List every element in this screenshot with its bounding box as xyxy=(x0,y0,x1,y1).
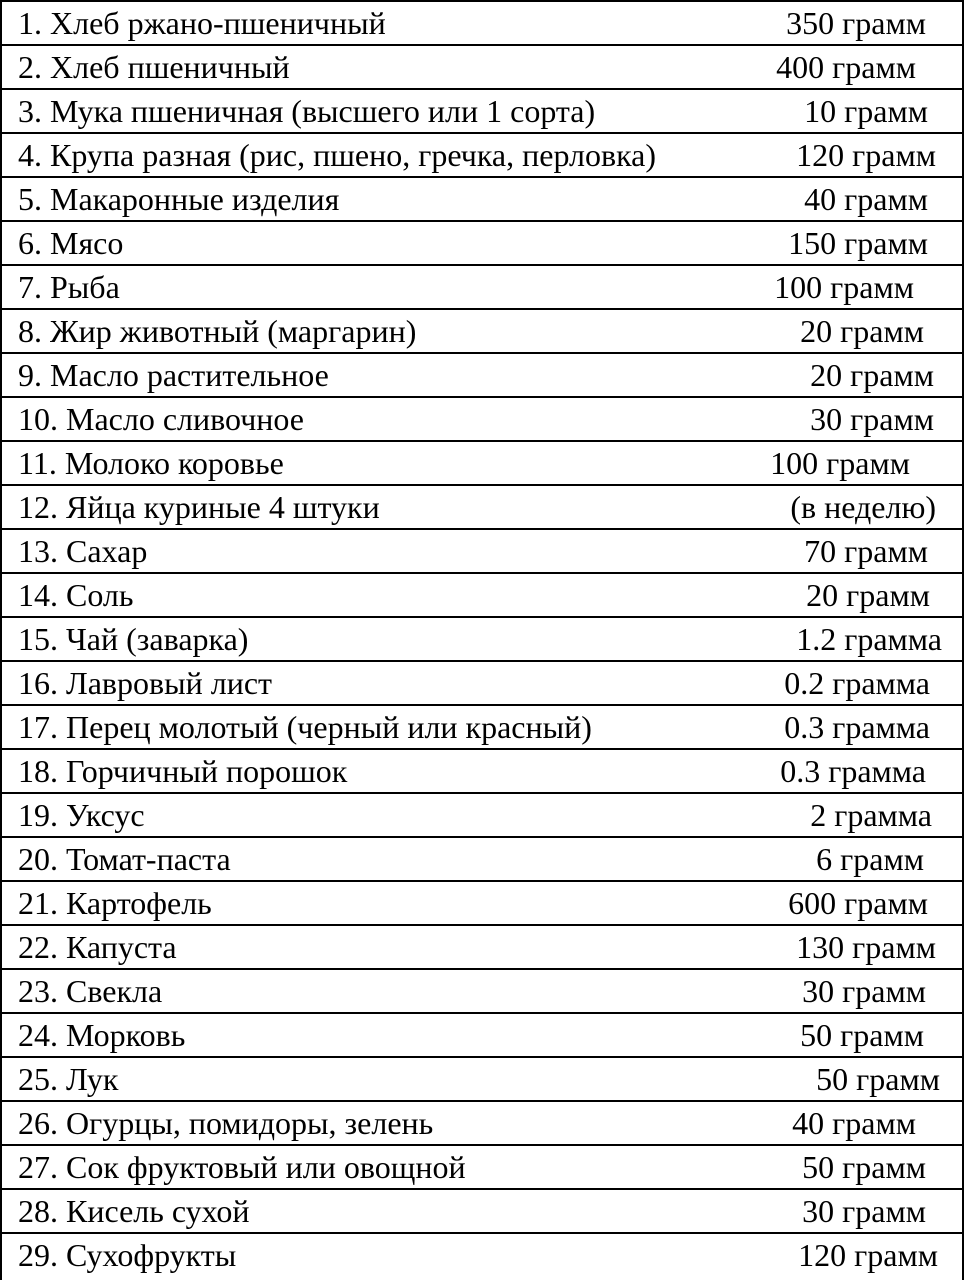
item-quantity: 130 грамм xyxy=(796,929,936,965)
item-name: 7. Рыба xyxy=(18,269,120,305)
table-row xyxy=(2,662,962,706)
table-row xyxy=(2,970,962,1014)
item-name: 11. Молоко коровье xyxy=(18,445,284,481)
item-quantity: 150 грамм xyxy=(788,225,928,261)
item-name: 24. Морковь xyxy=(18,1017,186,1053)
item-name: 4. Крупа разная (рис, пшено, гречка, перловка) xyxy=(18,137,657,173)
item-quantity: 2 грамма xyxy=(810,797,932,833)
table-row xyxy=(2,2,962,46)
item-name: 9. Масло растительное xyxy=(18,357,329,393)
item-quantity: 1.2 грамма xyxy=(796,621,942,657)
item-quantity: 70 грамм xyxy=(804,533,928,569)
table-row xyxy=(2,574,962,618)
item-quantity: 10 грамм xyxy=(804,93,928,129)
item-name: 2. Хлеб пшеничный xyxy=(18,49,290,85)
item-name: 28. Кисель сухой xyxy=(18,1193,250,1229)
item-name: 8. Жир животный (маргарин) xyxy=(18,313,417,349)
item-name: 19. Уксус xyxy=(18,797,145,833)
table-row xyxy=(2,486,962,530)
item-quantity: 120 грамм xyxy=(796,137,936,173)
table-row xyxy=(2,838,962,882)
table-row xyxy=(2,354,962,398)
item-name: 13. Сахар xyxy=(18,533,148,569)
item-name: 17. Перец молотый (черный или красный) xyxy=(18,709,592,745)
table-row xyxy=(2,222,962,266)
table-row xyxy=(2,46,962,90)
item-quantity: 400 грамм xyxy=(776,49,916,85)
item-name: 18. Горчичный порошок xyxy=(18,753,348,789)
item-quantity: 40 грамм xyxy=(792,1105,916,1141)
table-row xyxy=(2,266,962,310)
table-row xyxy=(2,442,962,486)
item-name: 1. Хлеб ржано-пшеничный xyxy=(18,5,386,41)
item-name: 26. Огурцы, помидоры, зелень xyxy=(18,1105,434,1141)
item-name: 27. Сок фруктовый или овощной xyxy=(18,1149,466,1185)
table-row xyxy=(2,706,962,750)
item-quantity: 350 грамм xyxy=(786,5,926,41)
item-quantity: 50 грамм xyxy=(816,1061,940,1097)
table-row xyxy=(2,178,962,222)
item-name: 14. Соль xyxy=(18,577,134,613)
item-quantity: (в неделю) xyxy=(790,489,936,525)
item-quantity: 0.3 грамма xyxy=(784,709,930,745)
table-row xyxy=(2,926,962,970)
table-row xyxy=(2,794,962,838)
table-row xyxy=(2,1146,962,1190)
item-quantity: 40 грамм xyxy=(804,181,928,217)
item-quantity: 6 грамм xyxy=(816,841,924,877)
item-name: 16. Лавровый лист xyxy=(18,665,273,701)
table-row xyxy=(2,882,962,926)
item-quantity: 30 грамм xyxy=(810,401,934,437)
item-quantity: 30 грамм xyxy=(802,973,926,1009)
item-name: 20. Томат-паста xyxy=(18,841,231,877)
item-name: 10. Масло сливочное xyxy=(18,401,304,437)
table-row xyxy=(2,1058,962,1102)
item-name: 5. Макаронные изделия xyxy=(18,181,340,217)
item-name: 21. Картофель xyxy=(18,885,212,921)
item-name: 6. Мясо xyxy=(18,225,124,261)
table-row xyxy=(2,1102,962,1146)
table-row xyxy=(2,1190,962,1234)
item-quantity: 20 грамм xyxy=(806,577,930,613)
item-name: 15. Чай (заварка) xyxy=(18,621,249,657)
table-row xyxy=(2,1014,962,1058)
item-quantity: 120 грамм xyxy=(798,1237,938,1273)
table-row xyxy=(2,618,962,662)
item-name: 3. Мука пшеничная (высшего или 1 сорта) xyxy=(18,93,596,129)
table-row xyxy=(2,530,962,574)
item-name: 29. Сухофрукты xyxy=(18,1237,237,1273)
item-name: 12. Яйца куриные 4 штуки xyxy=(18,489,380,525)
item-name: 23. Свекла xyxy=(18,973,163,1009)
item-quantity: 100 грамм xyxy=(770,445,910,481)
item-quantity: 50 грамм xyxy=(802,1149,926,1185)
table-row xyxy=(2,398,962,442)
item-quantity: 100 грамм xyxy=(774,269,914,305)
item-quantity: 20 грамм xyxy=(810,357,934,393)
table-row xyxy=(2,310,962,354)
table-row xyxy=(2,90,962,134)
table-row xyxy=(2,750,962,794)
item-quantity: 0.3 грамма xyxy=(780,753,926,789)
item-name: 25. Лук xyxy=(18,1061,119,1097)
item-quantity: 50 грамм xyxy=(800,1017,924,1053)
item-quantity: 30 грамм xyxy=(802,1193,926,1229)
item-quantity: 600 грамм xyxy=(788,885,928,921)
table-row xyxy=(2,1234,962,1276)
table-row xyxy=(2,134,962,178)
item-quantity: 20 грамм xyxy=(800,313,924,349)
item-quantity: 0.2 грамма xyxy=(784,665,930,701)
item-name: 22. Капуста xyxy=(18,929,177,965)
